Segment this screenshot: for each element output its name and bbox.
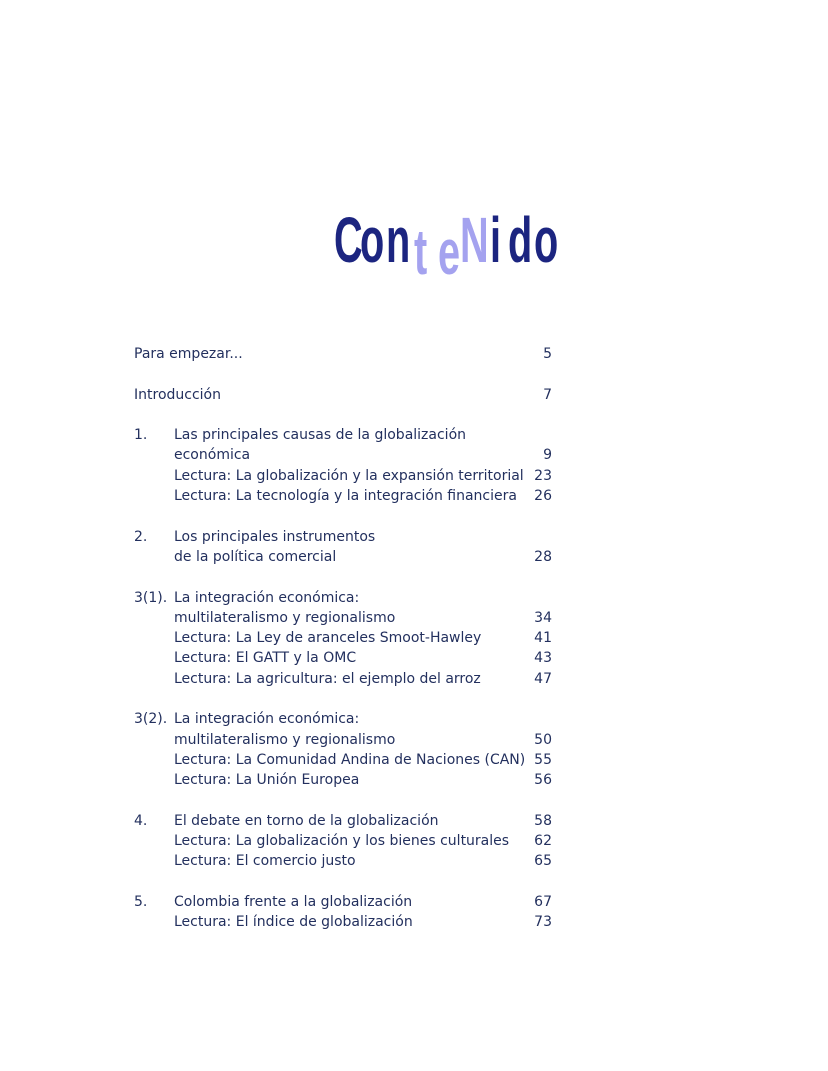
table-of-contents [134,344,552,933]
entry-title: Colombia frente a la globalización [174,894,413,911]
toc-entry[interactable] [134,892,552,912]
entry-number: 4. [134,812,148,829]
entry-page: 26 [534,488,552,505]
title-letter: i [490,204,502,276]
entry-page: 9 [543,447,552,464]
toc-entry[interactable] [134,385,552,405]
entry-number: 3(2). [134,711,168,728]
spacer [134,872,552,892]
entry-number: 3(1). [134,589,168,606]
title-letter: t [414,216,428,288]
entry-page: 34 [534,609,552,626]
entry-title: económica [174,447,251,464]
entry-page: 55 [534,751,552,768]
entry-page: 5 [543,346,552,362]
spacer [134,405,552,425]
toc-entry[interactable] [134,486,552,506]
toc-entry[interactable] [134,770,552,790]
entry-title: de la política comercial [174,548,337,565]
toc-entry[interactable] [134,912,552,932]
entry-page: 67 [534,894,552,911]
entry-title: Los principales instrumentos [174,528,376,545]
spacer [134,567,552,587]
title-letter: o [534,204,559,276]
entry-title: Lectura: La Unión Europea [174,772,360,789]
entry-title: Las principales causas de la globalización [174,427,467,444]
title-letter: n [386,204,411,276]
spacer [134,364,552,384]
toc-entry[interactable] [134,425,552,445]
entry-title: La integración económica: [174,711,360,728]
entry-number: 1. [134,427,148,444]
toc-entry[interactable] [134,831,552,851]
entry-title: Introducción [134,386,221,403]
entry-page: 62 [534,833,552,850]
toc-entry[interactable] [134,730,552,750]
entry-title: multilateralismo y regionalismo [174,731,396,748]
toc-entry[interactable] [134,527,552,547]
entry-title: La integración económica: [174,589,360,606]
entry-title: Lectura: El comercio justo [174,853,356,870]
entry-title: Lectura: El índice de globalización [174,914,413,931]
toc-entry[interactable] [134,648,552,668]
entry-page: 56 [534,772,552,789]
entry-page: 73 [534,914,552,931]
entry-title: Lectura: La globalización y la expansión territorial [174,467,524,484]
toc-entry[interactable] [134,709,552,729]
spacer [134,689,552,709]
entry-title: Para empezar... [134,346,243,362]
entry-page: 50 [534,731,552,748]
entry-title: Lectura: La globalización y los bienes culturales [174,833,510,850]
entry-page: 65 [534,853,552,870]
toc-entry[interactable] [134,669,552,689]
entry-page: 23 [534,467,552,484]
entry-page: 28 [534,548,552,565]
page-title [334,200,564,288]
entry-title: Lectura: El GATT y la OMC [174,650,357,667]
entry-title: multilateralismo y regionalismo [174,609,396,626]
entry-page: 7 [543,386,552,403]
title-letter: C [334,204,363,276]
spacer [134,506,552,526]
title-letter: e [438,216,461,288]
toc-entry[interactable] [134,851,552,871]
entry-number: 5. [134,894,148,911]
entry-page: 58 [534,812,552,829]
entry-title: Lectura: La Comunidad Andina de Naciones (CAN) [174,751,526,768]
entry-number: 2. [134,528,148,545]
toc-entry[interactable] [134,445,552,465]
toc-entry[interactable] [134,750,552,770]
toc-entry[interactable] [134,608,552,628]
entry-title: El debate en torno de la globalización [174,812,439,829]
title-letter: N [460,204,489,276]
entry-title: Lectura: La Ley de aranceles Smoot-Hawley [174,630,482,647]
entry-page: 41 [534,630,552,647]
entry-title: Lectura: La tecnología y la integración financiera [174,488,517,505]
toc-entry[interactable] [134,588,552,608]
entry-page: 43 [534,650,552,667]
title-letter: o [360,204,385,276]
toc-entry[interactable] [134,628,552,648]
toc-entry[interactable] [134,344,552,364]
title-letter: d [508,204,533,276]
toc-entry[interactable] [134,811,552,831]
entry-title: Lectura: La agricultura: el ejemplo del arroz [174,670,481,687]
toc-entry[interactable] [134,547,552,567]
spacer [134,791,552,811]
entry-page: 47 [534,670,552,687]
toc-entry[interactable] [134,466,552,486]
